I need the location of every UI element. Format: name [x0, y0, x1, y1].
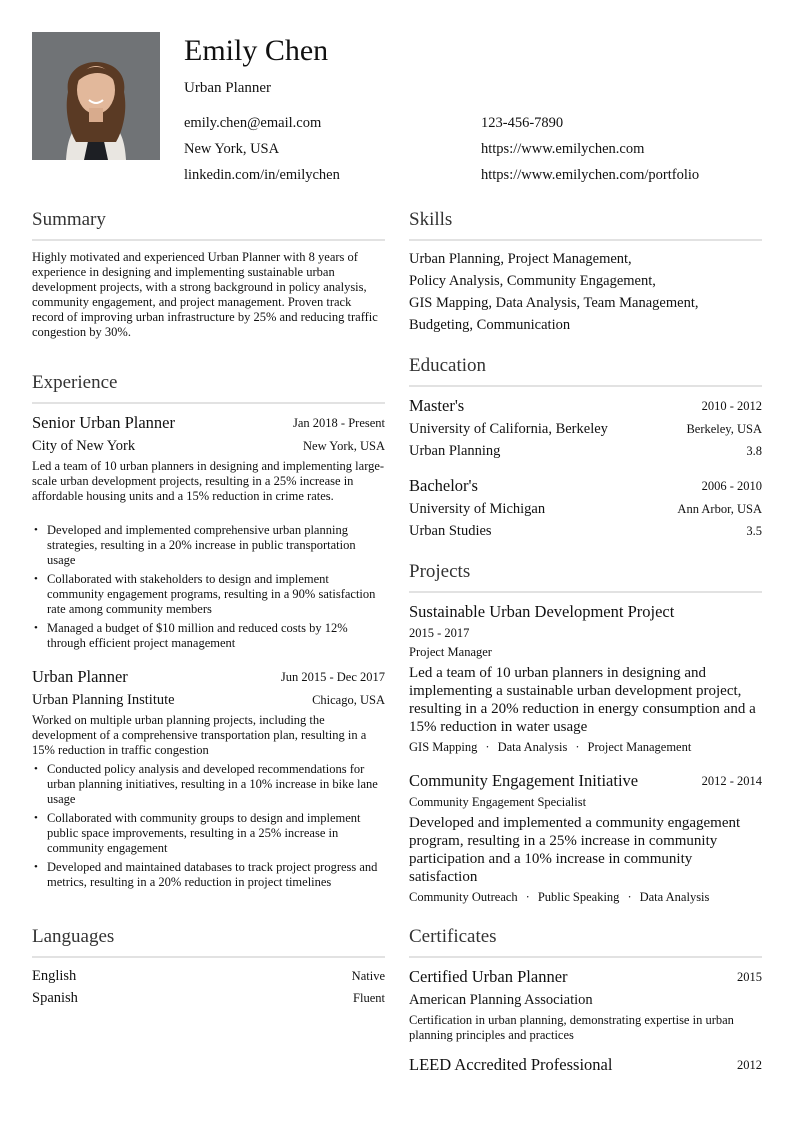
education-location: Ann Arbor, USA: [677, 502, 762, 516]
job-bullets: [32, 523, 385, 655]
job-description: Led a team of 10 urban planners in designing and implementing large-scale urban development projects, resulting in a 25% increase in affordable housing units and a 15% reduction in crime rates.: [32, 459, 385, 503]
project-description: Developed and implemented a community engagement program, resulting in a 25% increase in community participation and a 10% increase in community satisfaction: [409, 815, 741, 885]
list-item: • Managed a budget of $10 million and reduced costs by 12% through efficient project management: [32, 621, 385, 651]
project-role: Community Engagement Specialist: [409, 795, 587, 809]
job-company: City of New York: [32, 438, 136, 454]
languages-divider: [32, 956, 385, 958]
candidate-name: Emily Chen: [184, 34, 329, 67]
education-degree: Bachelor's: [409, 476, 478, 495]
portfolio-link[interactable]: https://www.emilychen.com/portfolio: [481, 167, 700, 183]
education-gpa: 3.8: [746, 444, 762, 458]
job-dates: Jun 2015 - Dec 2017: [280, 670, 385, 684]
skills-heading: Skills: [409, 209, 453, 230]
project-tags: Community Outreach · Public Speaking · Data Analysis: [409, 890, 710, 904]
job-title: Senior Urban Planner: [32, 413, 175, 432]
education-school: University of Michigan: [409, 501, 546, 517]
project-tag: Public Speaking: [537, 890, 620, 904]
projects-divider: [409, 591, 762, 593]
list-item: • Collaborated with community groups to design and implement public space improvements, resulting in a 25% increase in community engagement: [32, 811, 385, 856]
job-location: Chicago, USA: [312, 693, 385, 707]
list-item: • Conducted policy analysis and developed recommendations for urban planning initiatives, resulting in a 10% increase in bike lane usage: [32, 762, 385, 807]
phone-number[interactable]: 123-456-7890: [481, 115, 564, 131]
project-tag: Data Analysis: [639, 890, 710, 904]
list-item: • Developed and implemented comprehensive urban planning strategies, resulting in a 20% increase in public transportation usage: [32, 523, 385, 568]
education-heading: Education: [409, 355, 487, 376]
language-level: Native: [351, 969, 385, 983]
education-field: Urban Studies: [409, 523, 492, 539]
skills-line: Budgeting, Communication: [409, 317, 571, 333]
certificates-divider: [409, 956, 762, 958]
language-name: English: [32, 968, 77, 984]
certificate-name: LEED Accredited Professional: [409, 1055, 613, 1074]
job-dates: Jan 2018 - Present: [293, 416, 385, 430]
education-field: Urban Planning: [409, 443, 501, 459]
skills-line: GIS Mapping, Data Analysis, Team Management,: [409, 295, 699, 311]
language-level: Fluent: [353, 991, 385, 1005]
project-tags: GIS Mapping · Data Analysis · Project Management: [409, 740, 692, 754]
job-company: Urban Planning Institute: [32, 692, 175, 708]
education-location: Berkeley, USA: [686, 422, 762, 436]
certificates-heading: Certificates: [409, 926, 497, 947]
list-item: • Developed and maintained databases to track project progress and metrics, resulting in a 20% reduction in project timelines: [32, 860, 385, 890]
summary-text: Highly motivated and experienced Urban Planner with 8 years of experience in designing and implementing sustainable urban development projects, with a strong background in policy analysis, community engagement, and project management. Proven track record of improving urban infrastructure by 25% and reducing traffic congestion by 30%.: [32, 250, 378, 339]
project-tag: Project Management: [587, 740, 692, 754]
project-tag: GIS Mapping: [409, 740, 478, 754]
certificate-description: Certification in urban planning, demonstrating expertise in urban planning principles and practices: [409, 1013, 734, 1042]
certificate-year: 2012: [737, 1058, 762, 1072]
profile-photo: [32, 32, 160, 160]
experience-heading: Experience: [32, 372, 118, 393]
summary-heading: Summary: [32, 209, 106, 230]
certificate-name: Certified Urban Planner: [409, 967, 568, 986]
job-location: New York, USA: [303, 439, 385, 453]
project-description: Led a team of 10 urban planners in designing and implementing a sustainable urban development project, resulting in a 20% reduction in energy consumption and a 15% reduction in water usage: [409, 665, 756, 735]
certificate-year: 2015: [737, 970, 762, 984]
education-divider: [409, 385, 762, 387]
job-description: Worked on multiple urban planning projects, including the development of a comprehensive transportation plan, resulting in a 15% reduction in traffic congestion: [32, 713, 367, 757]
linkedin-link[interactable]: linkedin.com/in/emilychen: [184, 167, 340, 183]
education-degree: Master's: [409, 396, 465, 415]
job-title: Urban Planner: [32, 667, 128, 686]
education-gpa: 3.5: [746, 524, 762, 538]
skills-line: Urban Planning, Project Management,: [409, 251, 632, 267]
certificate-issuer: American Planning Association: [409, 992, 593, 1008]
project-tag: Community Outreach: [409, 890, 518, 904]
summary-divider: [32, 239, 385, 241]
project-dates: 2012 - 2014: [701, 774, 762, 788]
candidate-title: Urban Planner: [184, 80, 272, 96]
website-link[interactable]: https://www.emilychen.com: [481, 141, 645, 157]
job-bullets: [32, 762, 385, 894]
language-name: Spanish: [32, 990, 78, 1006]
languages-heading: Languages: [32, 926, 115, 947]
experience-divider: [32, 402, 385, 404]
projects-heading: Projects: [409, 561, 471, 582]
email-link[interactable]: emily.chen@email.com: [184, 115, 322, 131]
education-dates: 2006 - 2010: [701, 479, 762, 493]
project-name: Sustainable Urban Development Project: [409, 602, 675, 621]
list-item: • Collaborated with stakeholders to design and implement community engagement programs, resulting in a 90% satisfaction rate among community members: [32, 572, 385, 617]
skills-divider: [409, 239, 762, 241]
project-dates: 2015 - 2017: [409, 626, 470, 640]
location-text: New York, USA: [184, 141, 280, 157]
project-name: Community Engagement Initiative: [409, 771, 639, 790]
education-school: University of California, Berkeley: [409, 421, 608, 437]
education-dates: 2010 - 2012: [701, 399, 762, 413]
skills-line: Policy Analysis, Community Engagement,: [409, 273, 656, 289]
project-tag: Data Analysis: [497, 740, 568, 754]
project-role: Project Manager: [409, 645, 492, 659]
